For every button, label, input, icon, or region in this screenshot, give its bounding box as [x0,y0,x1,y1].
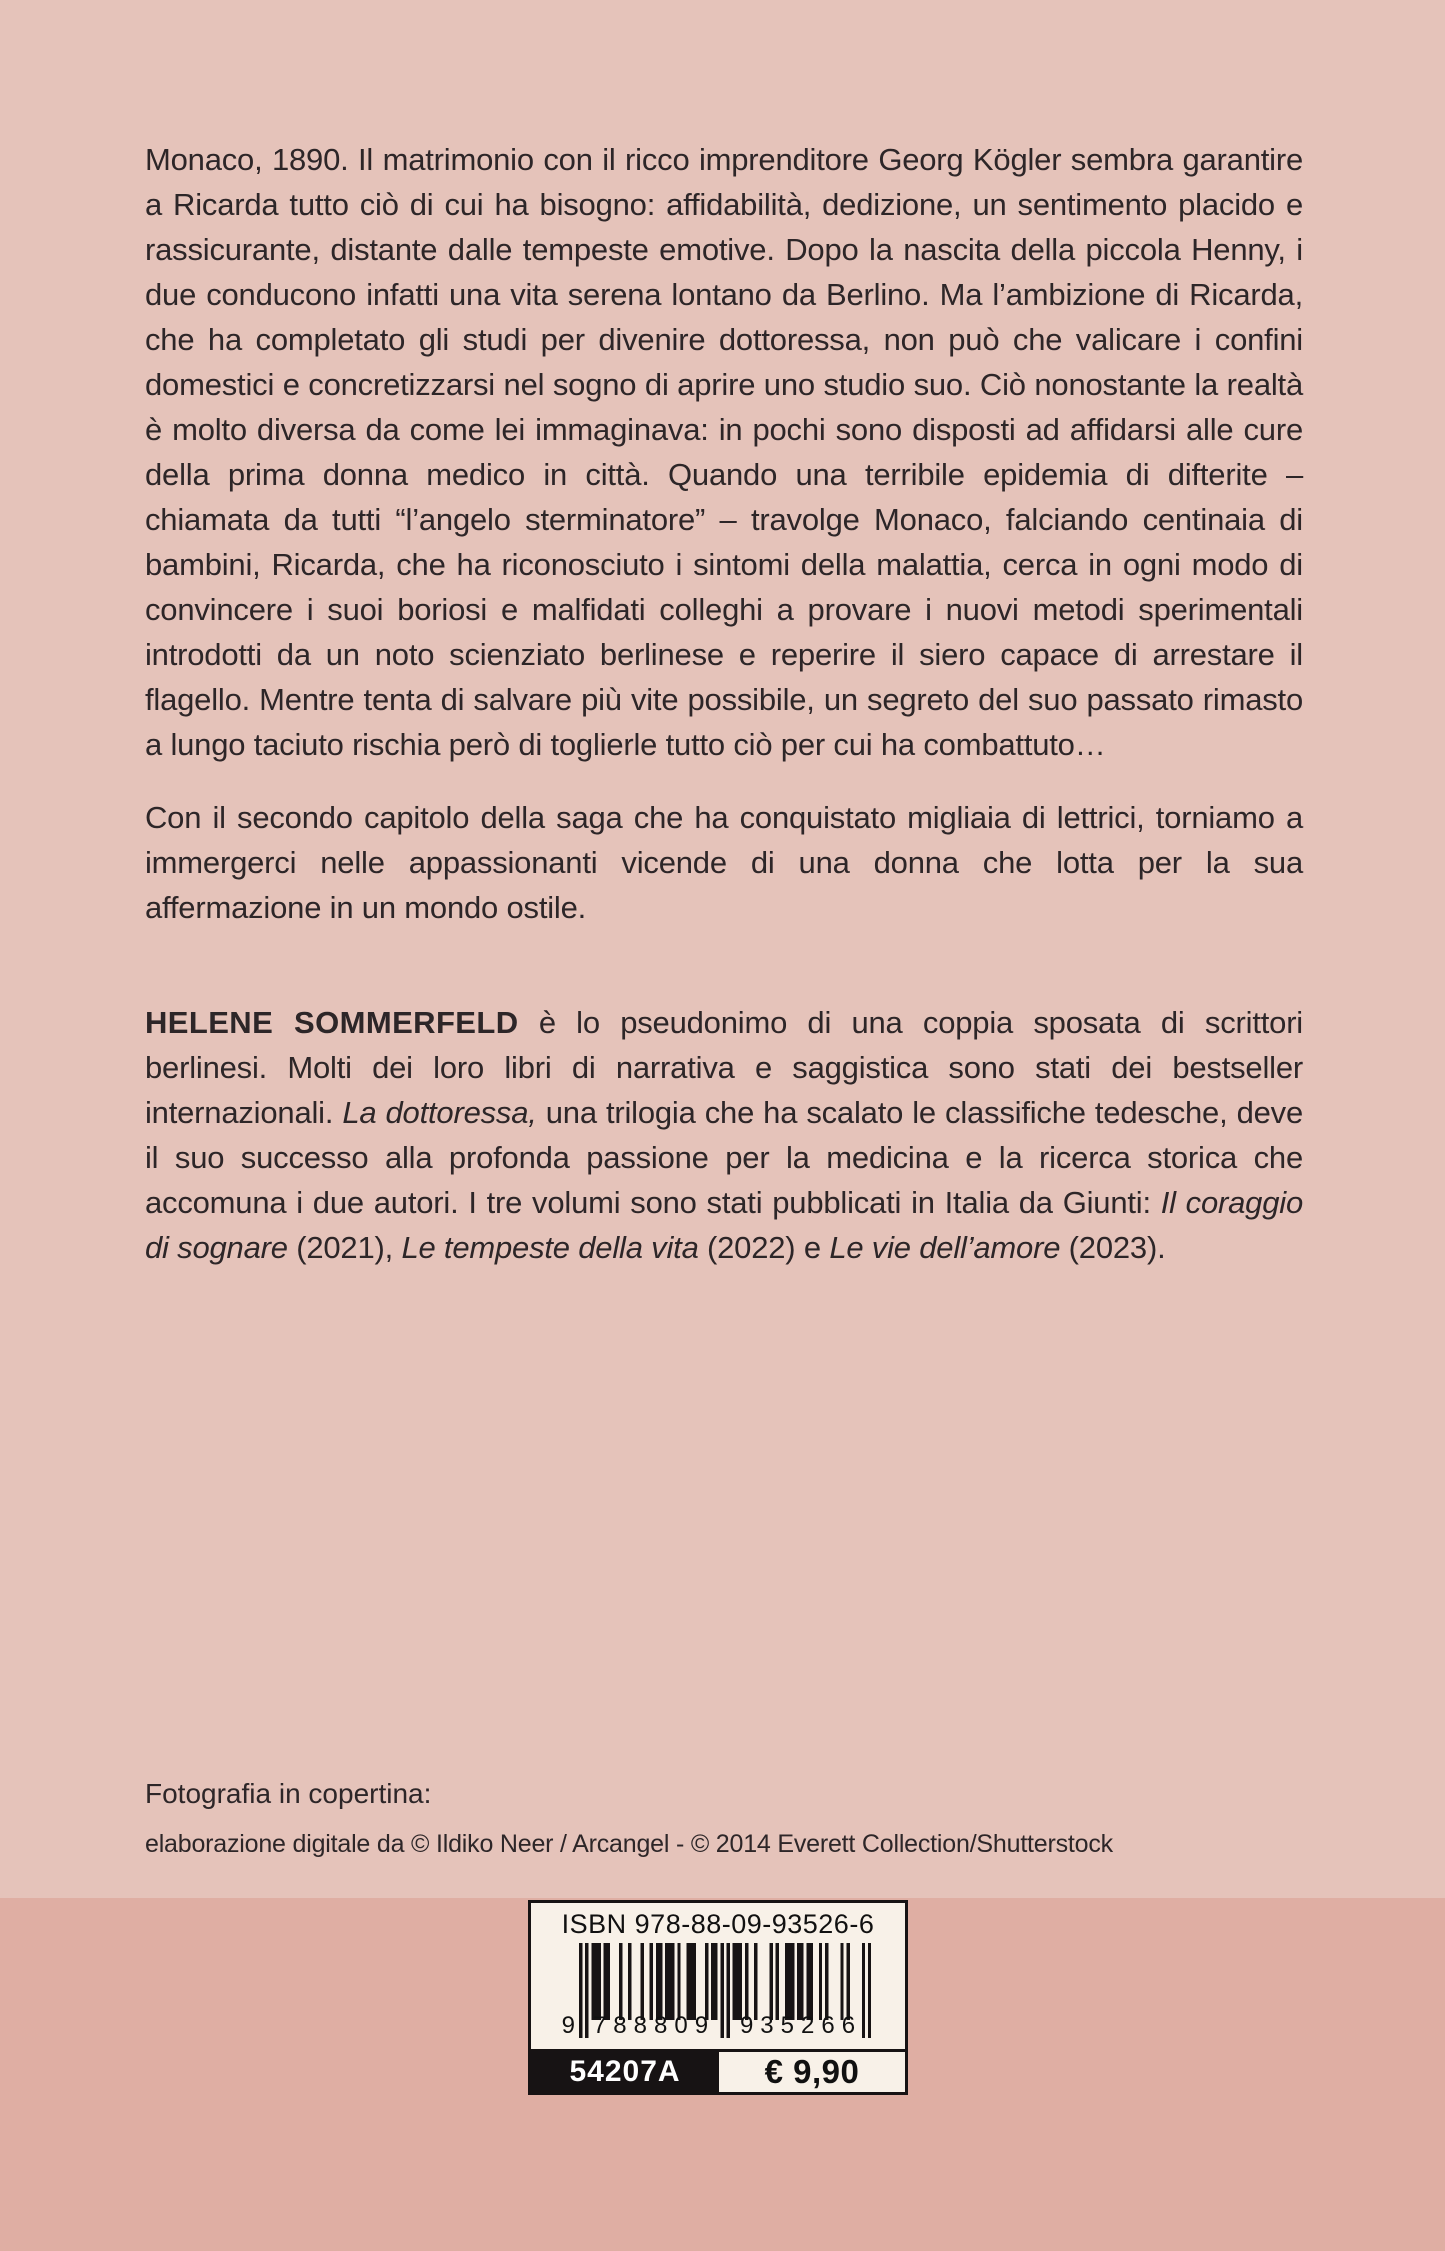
barcode-digit-lead: 9 [561,2012,575,2039]
barcode-panel [528,1900,908,2095]
isbn-label: ISBN 978-88-09-93526-6 [561,1909,875,1939]
bio-text: (2022) e [698,1230,830,1265]
price-label: € 9,90 [719,2052,905,2092]
barcode-digit-group-1: 788809 [592,2012,716,2039]
bio-text: una trilogia che ha scalato le classifiche tedesche, deve il suo successo alla profonda passione per la medicina e la ricerca storica che accomuna i due autori. I tre volumi sono stati pubblicati in Italia da Giunti: [145,1095,1303,1220]
synopsis-paragraph-2: Con il secondo capitolo della saga che ha conquistato migliaia di lettrici, torniamo a immergerci nelle appassionanti vicende di una donna che lotta per la sua affermazione in un mondo ostile. [145,800,1303,925]
edition-code: 54207A [531,2052,719,2092]
bio-text: è lo pseudonimo di una coppia sposata di scrittori berlinesi. Molti dei loro libri di narrativa e saggistica sono stati dei bestseller internazionali. [145,1005,1303,1130]
synopsis-paragraph-1: Monaco, 1890. Il matrimonio con il ricco imprenditore Georg Kögler sembra garantire a Ricarda tutto ciò di cui ha bisogno: affidabilità, dedizione, un sentimento placido e rassicurante, distante dalle tempeste emotive. Dopo la nascita della piccola Henny, i due conducono infatti una vita serena lontano da Berlino. Ma l’ambizione di Ricarda, che ha completato gli studi per divenire dottoressa, non può che valicare i confini domestici e concretizzarsi nel sogno di aprire uno studio suo. Ciò nonostante la realtà è molto diversa da come lei immaginava: in pochi sono disposti ad affidarsi alle cure della prima donna medico in città. Quando una terribile epidemia di difterite – chiamata da tutti “l’angelo sterminatore” – travolge Monaco, falciando centinaia di bambini, Ricarda, che ha riconosciuto i sintomi della malattia, cerca in ogni modo di convincere i suoi boriosi e malfidati colleghi a provare i nuovi metodi sperimentali introdotti da un noto scienziato berlinese e reperire il siero capace di arrestare il flagello. Mentre tenta di salvare più vite possibile, un segreto del suo passato rimasto a lungo taciuto rischia però di toglierle tutto ciò per cui ha combattuto… [145,142,1303,762]
credits-heading: Fotografia in copertina: [145,1778,432,1809]
book-title: Le vie dell’amore [829,1230,1061,1265]
barcode-bottom-row [531,2049,905,2092]
bio-text: (2023). [1060,1230,1166,1265]
author-bio-paragraph [145,1000,1303,1270]
author-name: HELENE SOMMERFELD [145,1005,519,1040]
book-title: Le tempeste della vita [401,1230,699,1265]
back-cover-text-block [145,137,1303,1270]
credits-detail: elaborazione digitale da © Ildiko Neer / Arcangel - © 2014 Everett Collection/Shutterstock [145,1830,1113,1858]
photo-credits [145,1775,1395,1861]
barcode-digit-group-2: 935266 [739,2012,863,2039]
book-title: Il coraggio di sognare [145,1185,1303,1265]
book-title: La dottoressa, [342,1095,537,1130]
bio-text: (2021), [287,1230,402,1265]
